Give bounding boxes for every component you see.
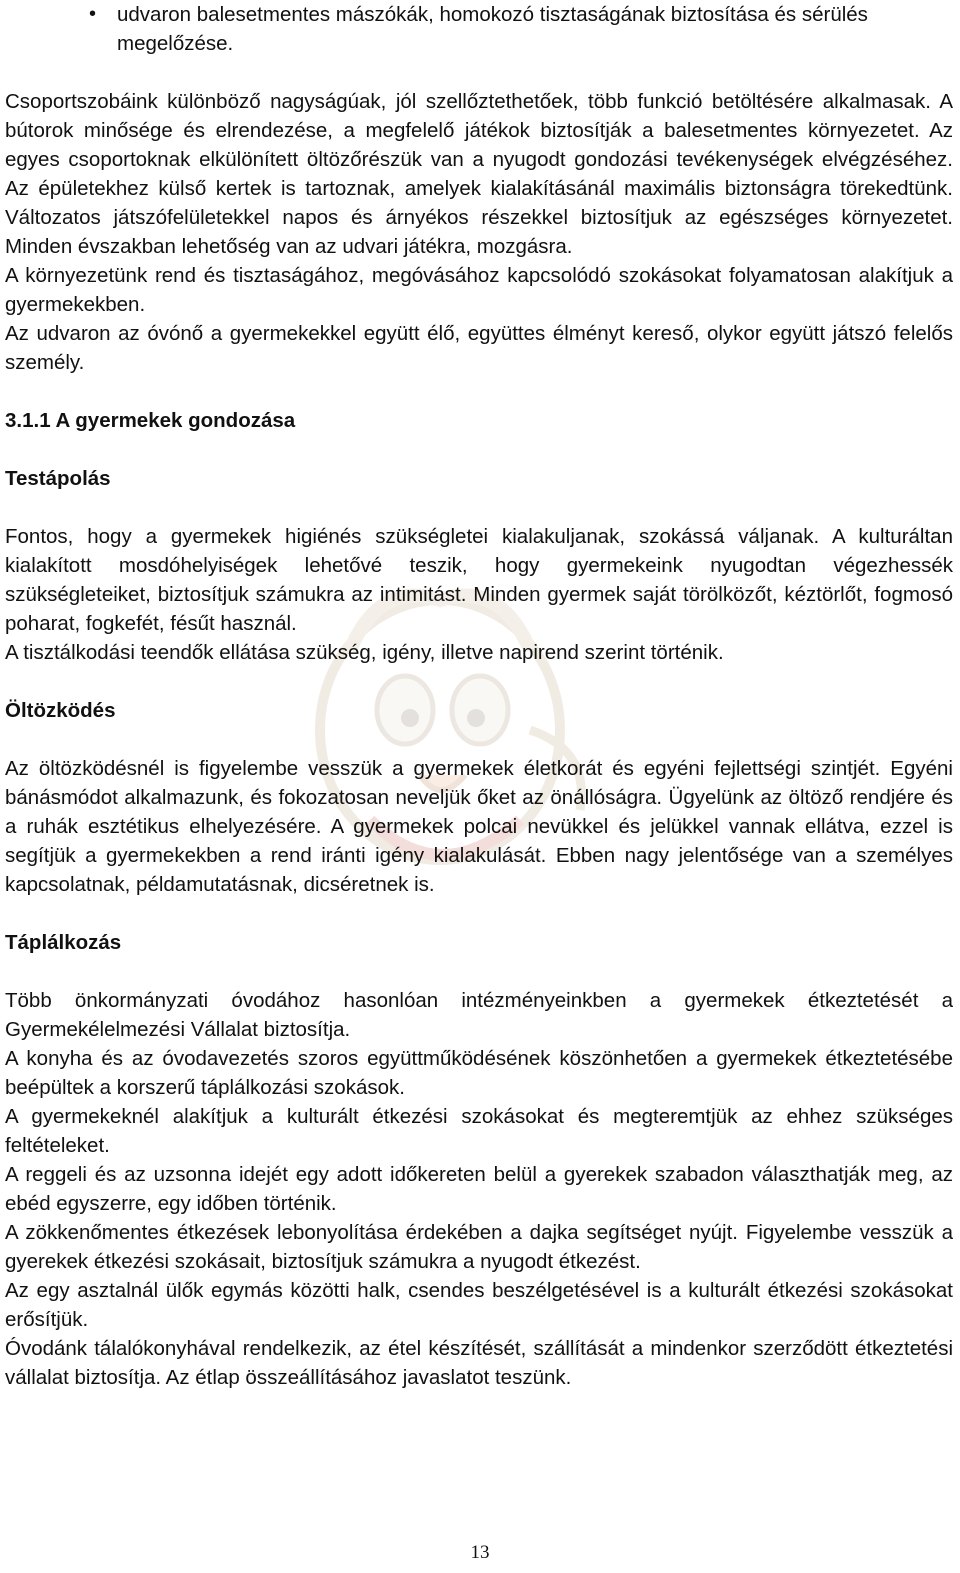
- page-number: 13: [470, 1542, 490, 1563]
- section-heading: 3.1.1 A gyermekek gondozása: [5, 409, 296, 432]
- intro-section: [5, 87, 953, 377]
- taplalkozas-paragraph-3: A gyermekeknél alakítjuk a kulturált étkezési szokásokat és megteremtjük az ehhez szükséges feltételeket.: [5, 1105, 953, 1157]
- taplalkozas-paragraph-5: A zökkenőmentes étkezések lebonyolítása érdekében a dajka segítséget nyújt. Figyelembe vesszük a gyerekek étkezési szokásait, biztosítjuk számukra a nyugodt étkezést.: [5, 1221, 953, 1273]
- document-body: [5, 0, 953, 1392]
- taplalkozas-paragraph-7: Óvodánk tálalókonyhával rendelkezik, az étel készítését, szállítását a mindenkor szerződött étkeztetési vállalat biztosítja. Az étlap összeállításához javaslatot teszünk.: [5, 1337, 953, 1389]
- subsection-title-taplalkozas: Táplálkozás: [5, 931, 122, 954]
- taplalkozas-paragraph-4: A reggeli és az uzsonna idejét egy adott időkereten belül a gyerekek szabadon választhatják meg, az ebéd egyszerre, egy időben történik.: [5, 1163, 953, 1215]
- subsection-title-oltozkodes: Öltözködés: [5, 699, 116, 722]
- testapolas-paragraph-2: A tisztálkodási teendők ellátása szükség, igény, illetve napirend szerint történik.: [5, 641, 724, 664]
- intro-paragraph-3: Az udvaron az óvónő a gyermekekkel együtt élő, együttes élményt kereső, olykor együtt játszó felelős személy.: [5, 322, 953, 374]
- taplalkozas-paragraph-6: Az egy asztalnál ülők egymás közötti halk, csendes beszélgetésével is a kulturált étkezési szokásokat erősítjük.: [5, 1279, 953, 1331]
- bullet-text: udvaron balesetmentes mászókák, homokozó tisztaságának biztosítása és sérülés megelőzése.: [117, 3, 868, 55]
- intro-paragraph-2: A környezetünk rend és tisztaságához, megóvásához kapcsolódó szokásokat folyamatosan alakítjuk a gyermekekben.: [5, 264, 953, 316]
- taplalkozas-paragraph-2: A konyha és az óvodavezetés szoros együttműködésének köszönhetően a gyermekek étkeztetésébe beépültek a korszerű táplálkozási szokások.: [5, 1047, 953, 1099]
- intro-paragraph-1: Csoportszobáink különböző nagyságúak, jól szellőztethetőek, több funkció betöltésére alkalmasak. A bútorok minősége és elrendezése, a megfelelő játékok biztosítják a balesetmentes környezetet. Az egyes csoportoknak elkülönített öltözőrészük van a nyugodt gondozási tevékenységek elvégzéséhez. Az épületekhez külső kertek is tartoznak, amelyek kialakításánál maximális biztonságra törekedtünk. Változatos játszófelületekkel napos és árnyékos részekkel biztosítjuk az egészséges környezetet. Minden évszakban lehetőség van az udvari játékra, mozgásra.: [5, 90, 953, 258]
- taplalkozas-paragraph-1: Több önkormányzati óvodához hasonlóan intézményeinkben a gyermekek étkeztetését a Gyermekélelmezési Vállalat biztosítja.: [5, 989, 953, 1041]
- bullet-dot-icon: •: [89, 3, 97, 25]
- oltozkodes-paragraph-1: Az öltözködésnél is figyelembe vesszük a gyermekek életkorát és egyéni fejlettségi szintjét. Egyéni bánásmódot alkalmazunk, és fokozatosan neveljük őket az önállóságra. Ügyelünk az öltöző rendjére és a ruhák esztétikus elhelyezésére. A gyermekek polcai nevükkel és jelükkel vannak ellátva, ezzel is segítjük a gyermekekben a rend iránti igény kialakulását. Ebben nagy jelentősége van a személyes kapcsolatnak, példamutatásnak, dicséretnek is.: [5, 757, 953, 896]
- subsection-title-testapolas: Testápolás: [5, 467, 111, 490]
- bullet-list-item: [5, 0, 953, 58]
- testapolas-paragraph-1: Fontos, hogy a gyermekek higiénés szükségletei kialakuljanak, szokássá váljanak. A kulturáltan kialakított mosdóhelyiségek lehetővé teszik, hogy gyermekeink nyugodtan végezhessék szükségleteiket, biztosítjuk számukra az intimitást. Minden gyermek saját törölközőt, kéztörlőt, fogmosó poharat, fogkefét, fésűt használ.: [5, 525, 953, 635]
